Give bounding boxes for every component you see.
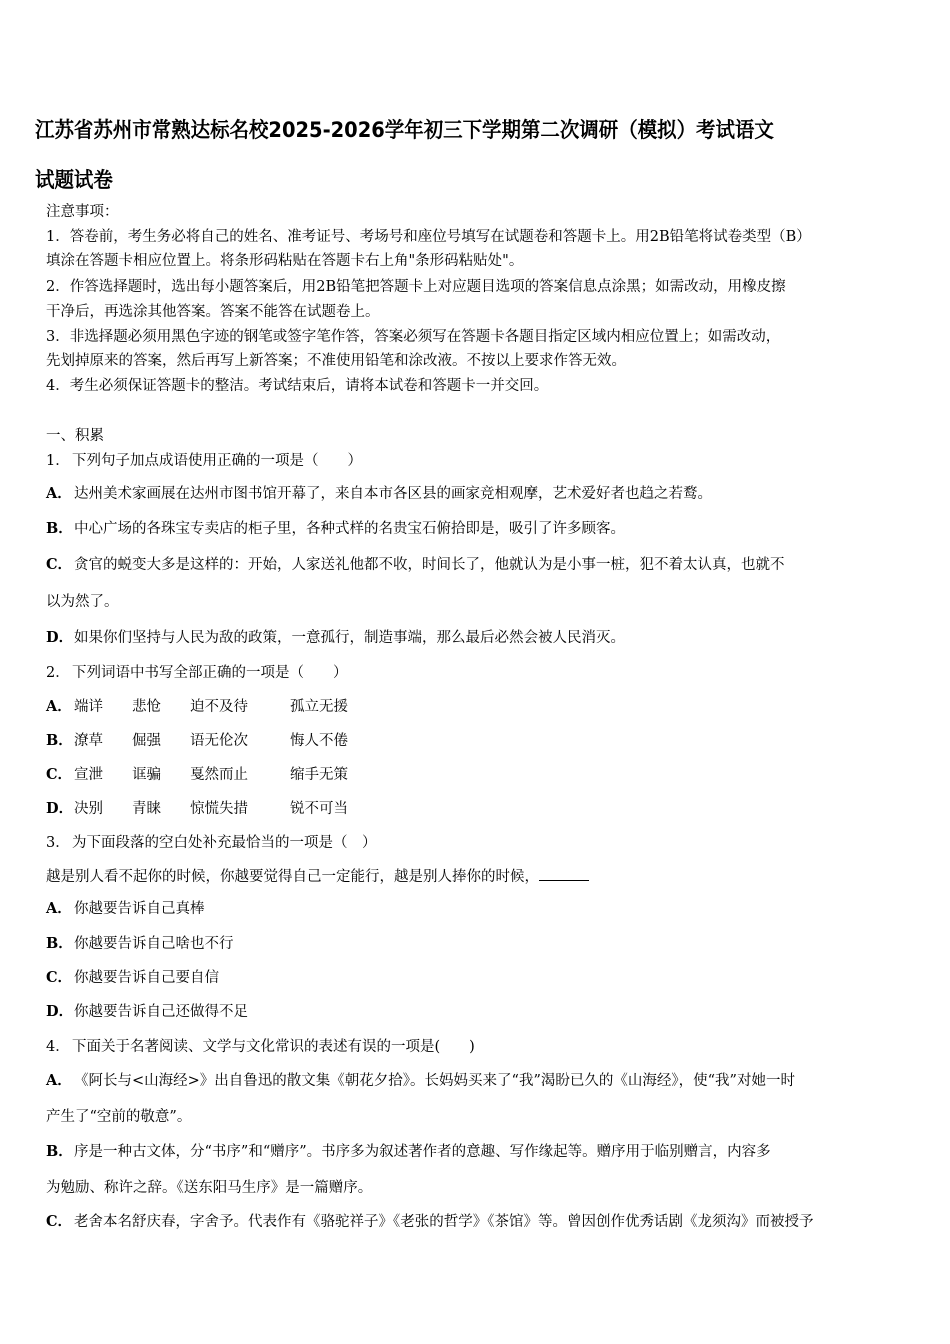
question-number: 4． bbox=[46, 1039, 70, 1055]
option-text: 如果你们坚持与人民为敌的政策，一意孤行，制造事端，那么最后必然会被人民消灭。 bbox=[74, 630, 625, 646]
option-word: 戛然而止 bbox=[190, 767, 248, 783]
question-text: 为下面段落的空白处补充最恰当的一项是（ ） bbox=[72, 835, 377, 851]
notice-line: 干净后，再选涂其他答案。答案不能答在试题卷上。 bbox=[46, 304, 380, 320]
option-text: 序是一种古文体，分“书序”和“赠序”。书序多为叙述著作者的意趣、写作缘起等。赠序用于临别赠言，内容多 bbox=[74, 1144, 771, 1160]
option-word: 语无伦次 bbox=[190, 733, 248, 749]
option-key: C． bbox=[46, 1213, 73, 1230]
option-key: A． bbox=[46, 1072, 72, 1089]
q4-option-c bbox=[46, 1212, 814, 1232]
option-text: 达州美术家画展在达州市图书馆开幕了，来自本市各区县的画家竞相观摩，艺术爱好者也趋之若鹜。 bbox=[74, 486, 712, 502]
notice-line: 2．作答选择题时，选出每小题答案后，用2B铅笔把答题卡上对应题目选项的答案信息点涂黑；如需改动，用橡皮擦 bbox=[46, 279, 786, 295]
option-key: A． bbox=[46, 900, 72, 917]
question-3-stem bbox=[46, 833, 377, 853]
question-4-stem bbox=[46, 1037, 475, 1057]
q1-option-c bbox=[46, 555, 785, 575]
q3-option-d bbox=[46, 1002, 248, 1022]
option-word: 惊慌失措 bbox=[190, 801, 248, 817]
option-word: 端详 bbox=[74, 699, 103, 715]
option-key: D． bbox=[46, 1003, 74, 1020]
notice-line: 3．非选择题必须用黑色字迹的钢笔或签字笔作答，答案必须写在答题卡各题目指定区域内相应位置上；如需改动， bbox=[46, 329, 781, 345]
q2-option-c bbox=[46, 765, 348, 785]
option-word: 悔人不倦 bbox=[290, 733, 348, 749]
answer-blank bbox=[539, 866, 589, 881]
notice-line: 1．答卷前，考生务必将自己的姓名、准考证号、考场号和座位号填写在试题卷和答题卡上。用2B铅笔将试卷类型（B） bbox=[46, 229, 811, 245]
option-word: 诓骗 bbox=[132, 767, 161, 783]
notice-line: 4．考生必须保证答题卡的整洁。考试结束后，请将本试卷和答题卡一并交回。 bbox=[46, 378, 549, 394]
q4-option-a bbox=[46, 1071, 795, 1091]
question-text: 下列句子加点成语使用正确的一项是（ ） bbox=[72, 453, 362, 469]
notice-heading: 注意事项： bbox=[46, 204, 119, 220]
exam-title-line-2: 试题试卷 bbox=[35, 168, 113, 192]
option-word: 倔强 bbox=[132, 733, 161, 749]
q3-option-c bbox=[46, 968, 219, 988]
q3-option-a bbox=[46, 899, 205, 919]
option-word: 悲怆 bbox=[132, 699, 161, 715]
q1-option-d bbox=[46, 628, 625, 648]
option-key: A． bbox=[46, 698, 72, 715]
option-word: 宣泄 bbox=[74, 767, 103, 783]
passage-text: 越是别人看不起你的时候，你越要觉得自己一定能行，越是别人捧你的时候， bbox=[46, 869, 539, 885]
q3-option-b bbox=[46, 934, 234, 954]
option-key: B． bbox=[46, 935, 73, 952]
q1-option-b bbox=[46, 519, 625, 539]
option-word: 缩手无策 bbox=[290, 767, 348, 783]
question-1-stem bbox=[46, 451, 362, 471]
question-2-stem bbox=[46, 663, 348, 683]
q4-option-a-cont: 产生了“空前的敬意”。 bbox=[46, 1109, 192, 1125]
option-text: 贪官的蜕变大多是这样的：开始，人家送礼他都不收，时间长了，他就认为是小事一桩，犯不着太认真，也就不 bbox=[74, 557, 785, 573]
question-number: 1． bbox=[46, 453, 70, 469]
option-key: C． bbox=[46, 556, 73, 573]
option-key: B． bbox=[46, 732, 73, 749]
question-text: 下面关于名著阅读、文学与文化常识的表述有误的一项是( ) bbox=[72, 1039, 475, 1055]
option-text: 《阿长与<山海经>》出自鲁迅的散文集《朝花夕拾》。长妈妈买来了“我”渴盼已久的《山海经》，使“我”对她一时 bbox=[74, 1073, 795, 1089]
option-key: C． bbox=[46, 766, 73, 783]
option-word: 锐不可当 bbox=[290, 801, 348, 817]
q1-option-a bbox=[46, 484, 712, 504]
option-word: 决别 bbox=[74, 801, 103, 817]
option-word: 迫不及待 bbox=[190, 699, 248, 715]
option-key: D． bbox=[46, 629, 74, 646]
section-heading: 一、积累 bbox=[46, 428, 104, 444]
option-word: 潦草 bbox=[74, 733, 103, 749]
option-key: A． bbox=[46, 485, 72, 502]
option-key: B． bbox=[46, 520, 73, 537]
option-word: 青睐 bbox=[132, 801, 161, 817]
option-text: 你越要告诉自己啥也不行 bbox=[74, 936, 234, 952]
q1-option-c-cont: 以为然了。 bbox=[46, 594, 119, 610]
option-text: 你越要告诉自己要自信 bbox=[74, 970, 219, 986]
option-key: B． bbox=[46, 1143, 73, 1160]
option-key: D． bbox=[46, 800, 74, 817]
q2-option-d bbox=[46, 799, 348, 819]
option-text: 你越要告诉自己还做得不足 bbox=[74, 1004, 248, 1020]
option-key: C． bbox=[46, 969, 73, 986]
exam-title-line-1: 江苏省苏州市常熟达标名校2025-2026学年初三下学期第二次调研（模拟）考试语文 bbox=[35, 118, 774, 142]
notice-line: 填涂在答题卡相应位置上。将条形码粘贴在答题卡右上角"条形码粘贴处"。 bbox=[46, 253, 524, 269]
question-number: 2． bbox=[46, 665, 70, 681]
q2-option-a bbox=[46, 697, 348, 717]
q3-passage bbox=[46, 866, 589, 887]
notice-line: 先划掉原来的答案，然后再写上新答案；不准使用铅笔和涂改液。不按以上要求作答无效。 bbox=[46, 353, 626, 369]
option-word: 孤立无援 bbox=[290, 699, 348, 715]
q4-option-b-cont: 为勉励、称许之辞。《送东阳马生序》是一篇赠序。 bbox=[46, 1180, 373, 1196]
option-text: 中心广场的各珠宝专卖店的柜子里，各种式样的名贵宝石俯拾即是，吸引了许多顾客。 bbox=[74, 521, 625, 537]
option-text: 老舍本名舒庆春，字舍予。代表作有《骆驼祥子》《老张的哲学》《茶馆》等。曾因创作优秀话剧《龙须沟》而被授予 bbox=[74, 1214, 814, 1230]
question-text: 下列词语中书写全部正确的一项是（ ） bbox=[72, 665, 348, 681]
option-text: 你越要告诉自己真棒 bbox=[74, 901, 205, 917]
q2-option-b bbox=[46, 731, 348, 751]
question-number: 3． bbox=[46, 835, 70, 851]
q4-option-b bbox=[46, 1142, 771, 1162]
